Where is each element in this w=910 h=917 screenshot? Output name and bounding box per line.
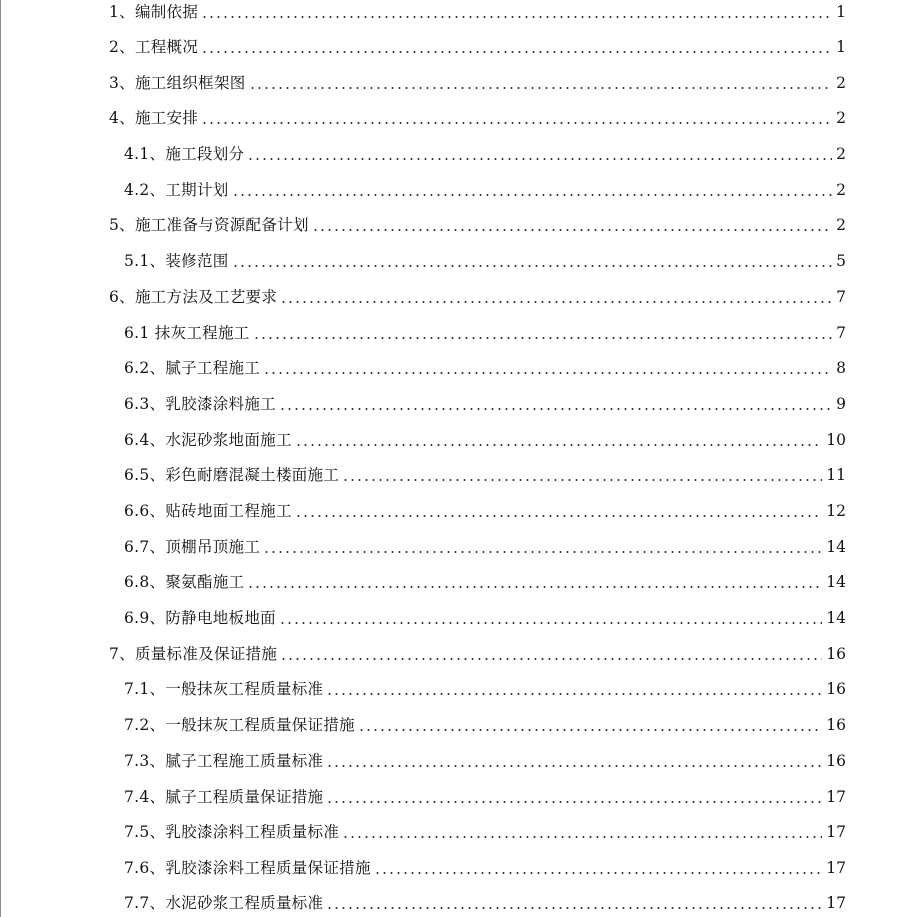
dot-leader	[358, 729, 822, 731]
toc-entry-label: 6、施工方法及工艺要求	[109, 288, 278, 306]
dot-leader	[326, 765, 822, 767]
toc-entry[interactable]	[0, 889, 846, 917]
toc-entry-page: 10	[826, 431, 846, 449]
toc-entry-page: 16	[826, 645, 846, 663]
dot-leader	[280, 658, 822, 660]
dot-leader	[201, 51, 832, 53]
toc-entry-page: 17	[826, 823, 846, 841]
toc-entry[interactable]	[0, 783, 846, 811]
toc-entry[interactable]	[0, 426, 846, 454]
toc-entry-label: 3、施工组织框架图	[109, 74, 246, 92]
toc-entry-page: 5	[836, 252, 846, 270]
dot-leader	[342, 836, 822, 838]
toc-entry[interactable]	[0, 247, 846, 275]
toc-entry-page: 14	[826, 538, 846, 556]
dot-leader	[374, 872, 823, 874]
dot-leader	[279, 408, 832, 410]
toc-entry-label: 7.5、乳胶漆涂料工程质量标准	[124, 823, 340, 841]
toc-entry-page: 17	[826, 894, 846, 912]
dot-leader	[295, 444, 823, 446]
toc-entry[interactable]	[0, 604, 846, 632]
toc-entry[interactable]	[0, 211, 846, 239]
toc-entry-page: 17	[826, 859, 846, 877]
toc-entry[interactable]	[0, 568, 846, 596]
toc-entry[interactable]	[0, 390, 846, 418]
toc-entry-page: 2	[836, 145, 846, 163]
toc-entry-page: 2	[836, 109, 846, 127]
toc-entry-label: 4、施工安排	[109, 109, 199, 127]
toc-entry[interactable]	[0, 283, 846, 311]
toc-entry-page: 14	[826, 573, 846, 591]
toc-entry[interactable]	[0, 0, 846, 26]
toc-entry-page: 16	[826, 716, 846, 734]
dot-leader	[326, 907, 822, 909]
dot-leader	[326, 801, 822, 803]
dot-leader	[201, 122, 832, 124]
toc-entry-page: 7	[836, 324, 846, 342]
dot-leader	[247, 158, 832, 160]
dot-leader	[295, 515, 823, 517]
toc-entry-label: 5.1、装修范围	[124, 252, 229, 270]
toc-entry[interactable]	[0, 640, 846, 668]
dot-leader	[201, 16, 832, 18]
toc-entry-page: 7	[836, 288, 846, 306]
toc-entry[interactable]	[0, 818, 846, 846]
toc-entry-label: 6.1 抹灰工程施工	[124, 324, 250, 342]
page-left-border	[0, 0, 1, 917]
toc-entry-label: 7.7、水泥砂浆工程质量标准	[124, 894, 324, 912]
toc-entry-page: 12	[826, 502, 846, 520]
dot-leader	[253, 337, 832, 339]
toc-entry[interactable]	[0, 747, 846, 775]
toc-entry[interactable]	[0, 497, 846, 525]
toc-entry-label: 7、质量标准及保证措施	[109, 645, 278, 663]
dot-leader	[280, 301, 832, 303]
toc-entry[interactable]	[0, 533, 846, 561]
toc-entry-label: 6.9、防静电地板地面	[124, 609, 276, 627]
toc-entry-label: 6.3、乳胶漆涂料施工	[124, 395, 276, 413]
dot-leader	[232, 194, 832, 196]
toc-entry-label: 6.8、聚氨酯施工	[124, 573, 245, 591]
toc-entry[interactable]	[0, 176, 846, 204]
dot-leader	[249, 87, 832, 89]
toc-entry[interactable]	[0, 711, 846, 739]
toc-entry-label: 6.5、彩色耐磨混凝土楼面施工	[124, 466, 340, 484]
toc-entry[interactable]	[0, 461, 846, 489]
dot-leader	[263, 372, 832, 374]
toc-entry[interactable]	[0, 104, 846, 132]
toc-entry-label: 6.6、贴砖地面工程施工	[124, 502, 292, 520]
toc-entry[interactable]	[0, 69, 846, 97]
toc-entry-label: 2、工程概况	[109, 38, 199, 56]
toc-entry-label: 4.1、施工段划分	[124, 145, 245, 163]
toc-entry-label: 7.1、一般抹灰工程质量标准	[124, 680, 324, 698]
toc-entry[interactable]	[0, 854, 846, 882]
toc-entry-label: 4.2、工期计划	[124, 181, 229, 199]
toc-entry-label: 6.4、水泥砂浆地面施工	[124, 431, 292, 449]
toc-entry-page: 11	[826, 466, 846, 484]
toc-entry-label: 7.3、腻子工程施工质量标准	[124, 752, 324, 770]
dot-leader	[232, 265, 832, 267]
toc-entry-page: 2	[836, 181, 846, 199]
toc-entry-label: 7.6、乳胶漆涂料工程质量保证措施	[124, 859, 371, 877]
dot-leader	[342, 479, 822, 481]
toc-entry-page: 16	[826, 680, 846, 698]
toc-entry-label: 7.4、腻子工程质量保证措施	[124, 788, 324, 806]
toc-entry-label: 6.7、顶棚吊顶施工	[124, 538, 261, 556]
toc-entry[interactable]	[0, 675, 846, 703]
toc-entry-page: 16	[826, 752, 846, 770]
toc-entry-page: 8	[836, 359, 846, 377]
dot-leader	[279, 622, 822, 624]
toc-entry-label: 1、编制依据	[109, 3, 199, 21]
toc-entry[interactable]	[0, 140, 846, 168]
toc-entry-page: 17	[826, 788, 846, 806]
dot-leader	[263, 551, 822, 553]
dot-leader	[326, 693, 822, 695]
toc-entry-page: 1	[836, 3, 846, 21]
dot-leader	[312, 229, 832, 231]
toc-entry-page: 2	[836, 74, 846, 92]
toc-entry-label: 7.2、一般抹灰工程质量保证措施	[124, 716, 355, 734]
dot-leader	[247, 586, 822, 588]
toc-entry-page: 14	[826, 609, 846, 627]
toc-entry[interactable]	[0, 354, 846, 382]
toc-entry-label: 6.2、腻子工程施工	[124, 359, 261, 377]
toc-entry[interactable]	[0, 33, 846, 61]
toc-entry-label: 5、施工准备与资源配备计划	[109, 216, 309, 234]
toc-entry-page: 2	[836, 216, 846, 234]
toc-entry-page: 1	[836, 38, 846, 56]
toc-entry[interactable]	[0, 319, 846, 347]
toc-entry-page: 9	[836, 395, 846, 413]
